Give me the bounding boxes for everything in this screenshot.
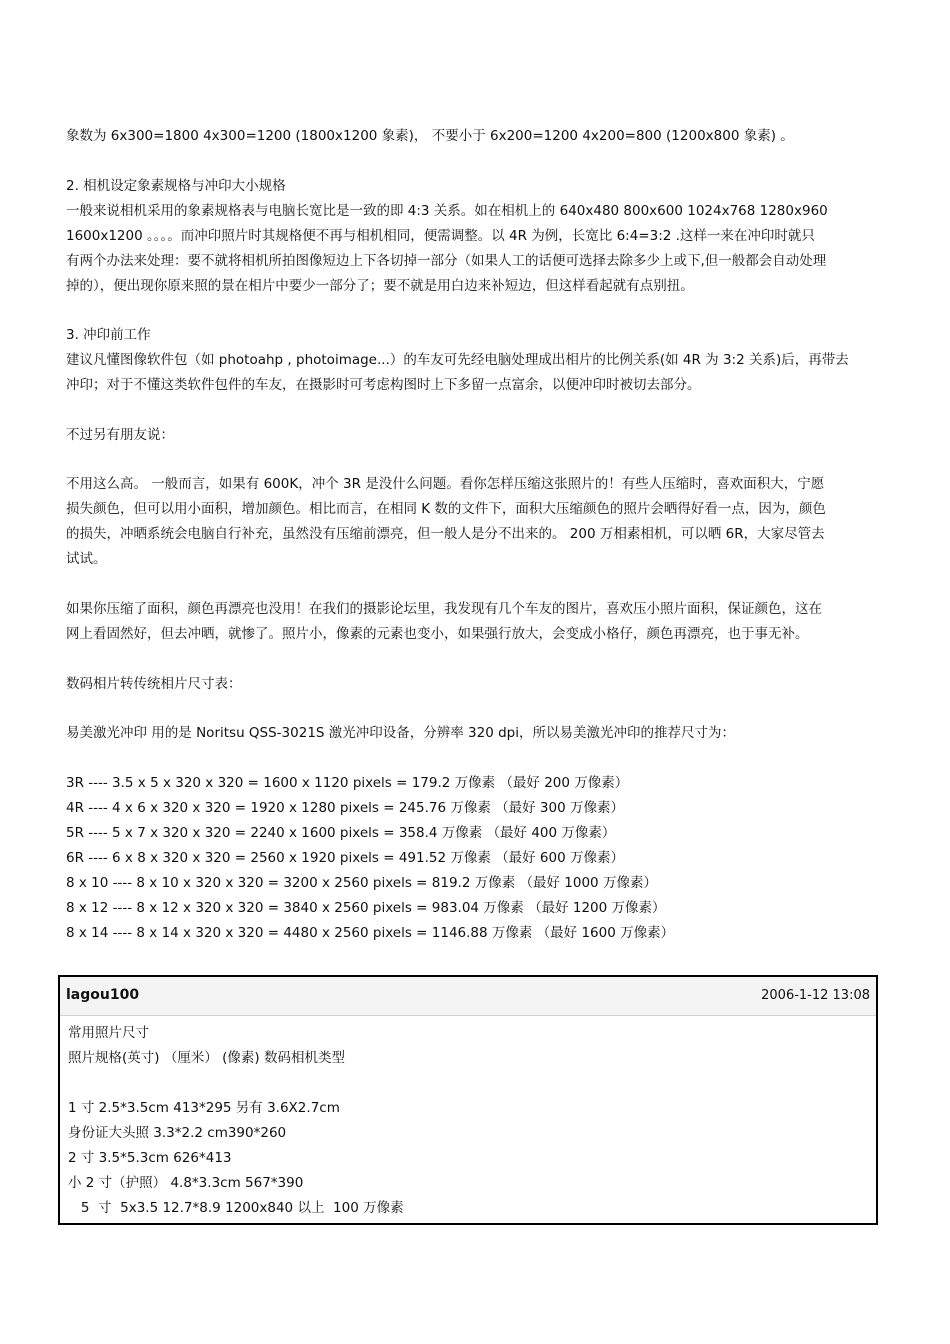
size-table-row: 3R ---- 3.5 x 5 x 320 x 320 = 1600 x 1120 pixels = 179.2 万像素 （最好 200 万像素） <box>66 775 629 791</box>
text-line: 一般来说相机采用的象素规格表与电脑长宽比是一致的即 4:3 关系。如在相机上的 640x480 800x600 1024x768 1280x960 <box>66 203 828 219</box>
post-line: 常用照片尺寸 <box>68 1025 149 1041</box>
size-table-row: 5R ---- 5 x 7 x 320 x 320 = 2240 x 1600 pixels = 358.4 万像素 （最好 400 万像素） <box>66 825 616 841</box>
text-line: 1600x1200 。。。。而冲印照片时其规格便不再与相机相同，便需调整。以 4R 为例，长宽比 6:4=3:2 .这样一来在冲印时就只 <box>66 228 815 244</box>
text-line: 冲印；对于不懂这类软件包件的车友，在摄影时可考虑构图时上下多留一点富余，以便冲印时被切去部分。 <box>66 377 701 393</box>
size-table-row: 8 x 12 ---- 8 x 12 x 320 x 320 = 3840 x 2560 pixels = 983.04 万像素 （最好 1200 万像素） <box>66 900 666 916</box>
text-line: 掉的），便出现你原来照的景在相片中要少一部分了；要不就是用白边来补短边，但这样看起就有点别扭。 <box>66 278 694 294</box>
text-line: 损失颜色，但可以用小面积，增加颜色。相比而言，在相同 K 数的文件下，面积大压缩颜色的照片会晒得好看一点，因为，颜色 <box>66 501 826 517</box>
text-line: 易美激光冲印 用的是 Noritsu QSS-3021S 激光冲印设备，分辨率 320 dpi，所以易美激光冲印的推荐尺寸为： <box>66 725 736 741</box>
post-line: 2 寸 3.5*5.3cm 626*413 <box>68 1150 232 1166</box>
post-line: 小 2 寸（护照） 4.8*3.3cm 567*390 <box>68 1175 304 1191</box>
size-table-row: 4R ---- 4 x 6 x 320 x 320 = 1920 x 1280 pixels = 245.76 万像素 （最好 300 万像素） <box>66 800 624 816</box>
text-line: 不过另有朋友说： <box>66 427 174 443</box>
size-table-row: 8 x 10 ---- 8 x 10 x 320 x 320 = 3200 x 2560 pixels = 819.2 万像素 （最好 1000 万像素） <box>66 875 657 891</box>
text-line: 数码相片转传统相片尺寸表： <box>66 676 242 692</box>
text-line: 象数为 6x300=1800 4x300=1200 (1800x1200 象素)， 不要小于 6x200=1200 4x200=800 (1200x800 象素) 。 <box>66 128 794 144</box>
text-line: 的损失，冲晒系统会电脑自行补充，虽然没有压缩前漂亮，但一般人是分不出来的。 200 万相素相机，可以晒 6R，大家尽管去 <box>66 526 825 542</box>
text-line: 如果你压缩了面积，颜色再漂亮也没用！在我们的摄影论坛里，我发现有几个车友的图片，喜欢压小照片面积，保证颜色，这在 <box>66 601 822 617</box>
post-line: 1 寸 2.5*3.5cm 413*295 另有 3.6X2.7cm <box>68 1100 340 1116</box>
post-line: 照片规格(英寸) （厘米） (像素) 数码相机类型 <box>68 1050 345 1066</box>
section-heading: 3. 冲印前工作 <box>66 327 151 343</box>
size-table-row: 6R ---- 6 x 8 x 320 x 320 = 2560 x 1920 pixels = 491.52 万像素 （最好 600 万像素） <box>66 850 624 866</box>
post-line: 身份证大头照 3.3*2.2 cm390*260 <box>68 1125 287 1141</box>
post-header <box>60 977 876 1016</box>
text-line: 建议凡懂图像软件包（如 photoahp , photoimage...）的车友可先经电脑处理成出相片的比例关系(如 4R 为 3:2 关系)后，再带去 <box>66 352 849 368</box>
section-heading: 2. 相机设定象素规格与冲印大小规格 <box>66 178 286 194</box>
text-line: 网上看固然好，但去冲晒，就惨了。照片小，像素的元素也变小，如果强行放大，会变成小格仔，颜色再漂亮，也于事无补。 <box>66 626 809 642</box>
post-author[interactable]: lagou100 <box>66 987 140 1003</box>
size-table-row: 8 x 14 ---- 8 x 14 x 320 x 320 = 4480 x 2560 pixels = 1146.88 万像素 （最好 1600 万像素） <box>66 925 675 941</box>
text-line: 不用这么高。 一般而言，如果有 600K，冲个 3R 是没什么问题。看你怎样压缩这张照片的！有些人压缩时，喜欢面积大，宁愿 <box>66 476 825 492</box>
forum-post <box>58 975 878 1225</box>
post-date: 2006-1-12 13:08 <box>761 988 870 1003</box>
text-line: 有两个办法来处理：要不就将相机所拍图像短边上下各切掉一部分（如果人工的话便可选择去除多少上或下,但一般都会自动处理 <box>66 253 827 269</box>
post-line: 5 寸 5x3.5 12.7*8.9 1200x840 以上 100 万像素 <box>68 1200 404 1216</box>
text-line: 试试。 <box>66 551 107 567</box>
